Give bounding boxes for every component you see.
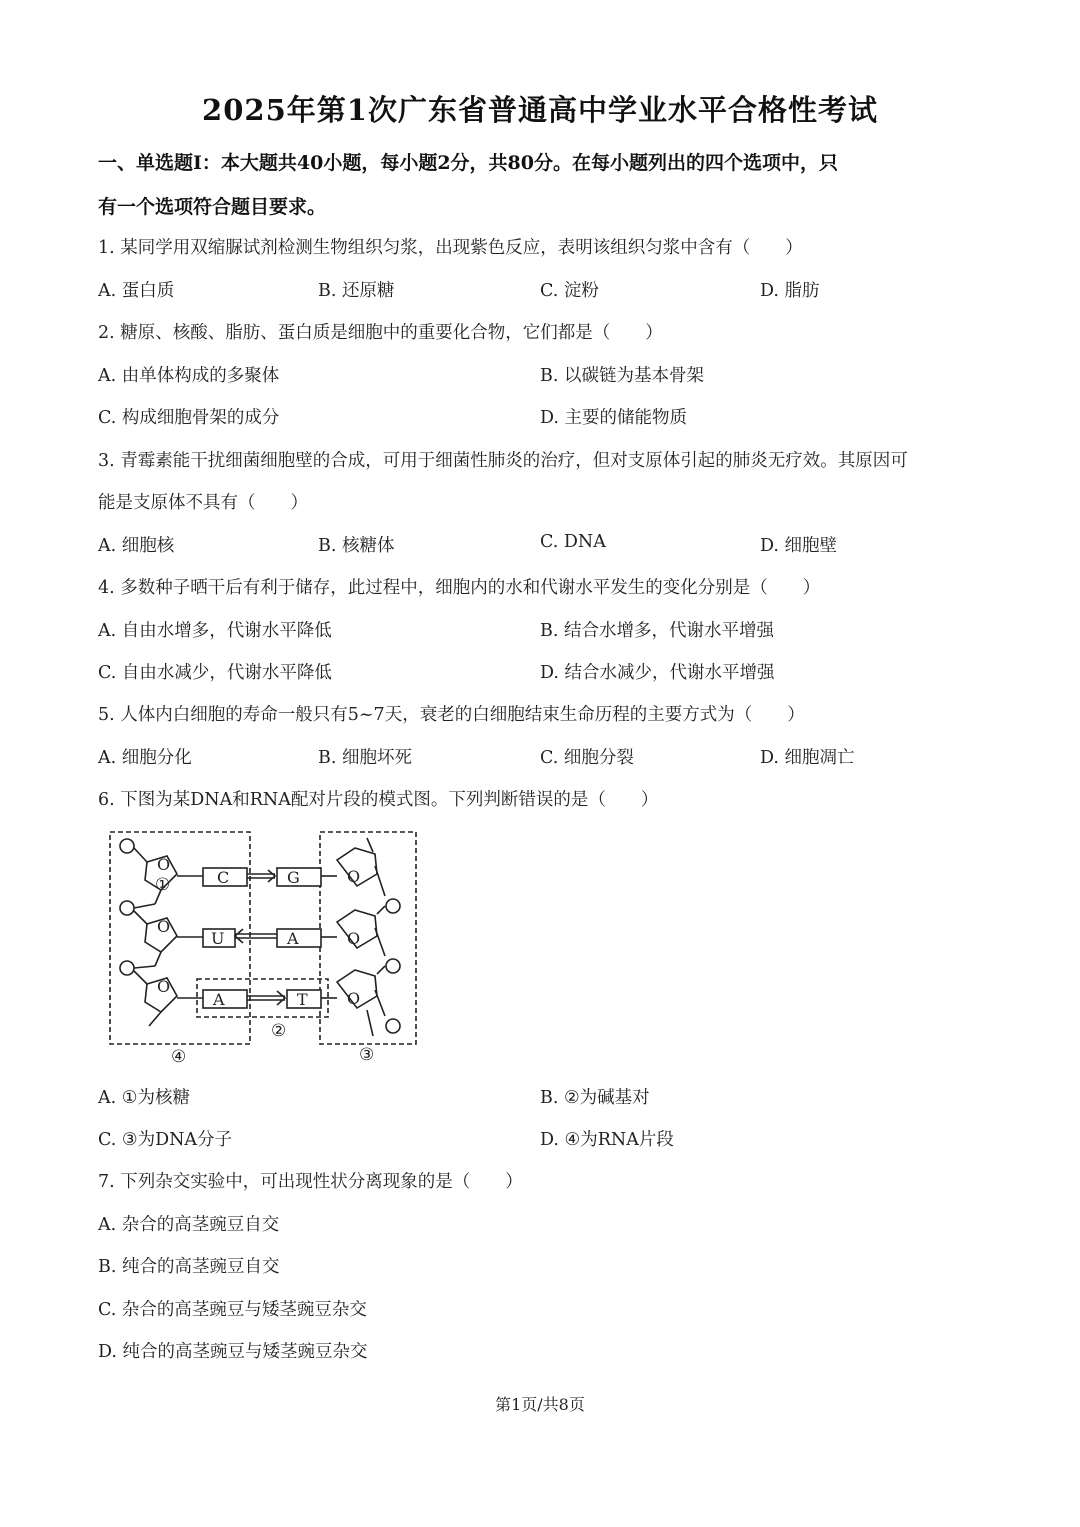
q6-option-b: B. ②为碱基对	[540, 1088, 650, 1108]
q4-option-d: D. 结合水减少，代谢水平增强	[540, 663, 775, 683]
base-a-right: A	[287, 929, 299, 948]
page-footer: 第1页/共8页	[495, 1395, 585, 1414]
base-u: U	[211, 929, 225, 948]
q2-option-b: B. 以碳链为基本骨架	[540, 366, 704, 386]
base-a-left: A	[213, 990, 225, 1009]
base-row-3	[177, 990, 337, 1008]
question-2-stem: 2. 糖原、核酸、脂肪、蛋白质是细胞中的重要化合物，它们都是（ ）	[98, 323, 663, 343]
q7-option-a: A. 杂合的高茎豌豆自交	[98, 1215, 280, 1235]
label-4: ④	[171, 1047, 187, 1067]
question-1-stem: 1. 某同学用双缩脲试剂检测生物组织匀浆，出现紫色反应，表明该组织匀浆中含有（ ）	[98, 238, 803, 258]
q3-option-a: A. 细胞核	[98, 536, 175, 556]
base-t: T	[297, 990, 308, 1009]
section-heading-line2: 有一个选项符合题目要求。	[98, 196, 327, 218]
q5-option-d: D. 细胞凋亡	[760, 748, 855, 768]
q3-option-c: C. DNA	[540, 532, 606, 552]
label-3: ③	[359, 1045, 375, 1065]
q4-option-c: C. 自由水减少，代谢水平降低	[98, 663, 332, 683]
base-row-2	[177, 929, 337, 947]
ring-o-left-3: O	[157, 977, 171, 996]
ring-o-right-1: O	[347, 867, 361, 886]
q6-option-c: C. ③为DNA分子	[98, 1130, 233, 1150]
q7-option-d: D. 纯合的高茎豌豆与矮茎豌豆杂交	[98, 1342, 368, 1362]
question-5-stem: 5. 人体内白细胞的寿命一般只有5~7天，衰老的白细胞结束生命历程的主要方式为（ ）	[98, 705, 805, 725]
base-row-1	[177, 868, 337, 886]
dna-rna-diagram	[105, 826, 435, 1070]
q2-option-d: D. 主要的储能物质	[540, 408, 688, 428]
q1-option-b: B. 还原糖	[318, 281, 395, 301]
q7-option-c: C. 杂合的高茎豌豆与矮茎豌豆杂交	[98, 1300, 367, 1320]
q3-option-b: B. 核糖体	[318, 536, 395, 556]
question-4-stem: 4. 多数种子晒干后有利于储存，此过程中，细胞内的水和代谢水平发生的变化分别是（ ）	[98, 578, 821, 598]
ring-o-left-1: O	[157, 855, 171, 874]
q5-option-c: C. 细胞分裂	[540, 748, 634, 768]
base-c: C	[217, 868, 230, 887]
q2-option-a: A. 由单体构成的多聚体	[98, 366, 280, 386]
q3-option-d: D. 细胞壁	[760, 536, 838, 556]
q7-option-b: B. 纯合的高茎豌豆自交	[98, 1257, 280, 1277]
q1-option-a: A. 蛋白质	[98, 281, 175, 301]
q2-option-c: C. 构成细胞骨架的成分	[98, 408, 280, 428]
ring-o-right-2: O	[347, 929, 361, 948]
q1-option-c: C. 淀粉	[540, 281, 599, 301]
q6-option-d: D. ④为RNA片段	[540, 1130, 674, 1150]
ring-o-left-2: O	[157, 917, 171, 936]
section-heading-line1: 一、单选题Ⅰ：本大题共40小题，每小题2分，共80分。在每小题列出的四个选项中，只	[98, 152, 838, 174]
question-3-stem-line1: 3. 青霉素能干扰细菌细胞壁的合成，可用于细菌性肺炎的治疗，但对支原体引起的肺炎无疗效。其原因可	[98, 451, 908, 471]
q1-option-d: D. 脂肪	[760, 281, 820, 301]
question-7-stem: 7. 下列杂交实验中，可出现性状分离现象的是（ ）	[98, 1172, 523, 1192]
label-2: ②	[271, 1021, 287, 1041]
base-g: G	[287, 868, 300, 887]
label-1: ①	[155, 875, 171, 895]
exam-title: 2025年第1次广东省普通高中学业水平合格性考试	[202, 93, 878, 127]
q4-option-a: A. 自由水增多，代谢水平降低	[98, 621, 332, 641]
q4-option-b: B. 结合水增多，代谢水平增强	[540, 621, 774, 641]
ring-o-right-3: O	[347, 989, 361, 1008]
q6-option-a: A. ①为核糖	[98, 1088, 190, 1108]
q5-option-a: A. 细胞分化	[98, 748, 192, 768]
question-6-stem: 6. 下图为某DNA和RNA配对片段的模式图。下列判断错误的是（ ）	[98, 790, 659, 810]
question-3-stem-line2: 能是支原体不具有（ ）	[98, 493, 308, 513]
q5-option-b: B. 细胞坏死	[318, 748, 412, 768]
